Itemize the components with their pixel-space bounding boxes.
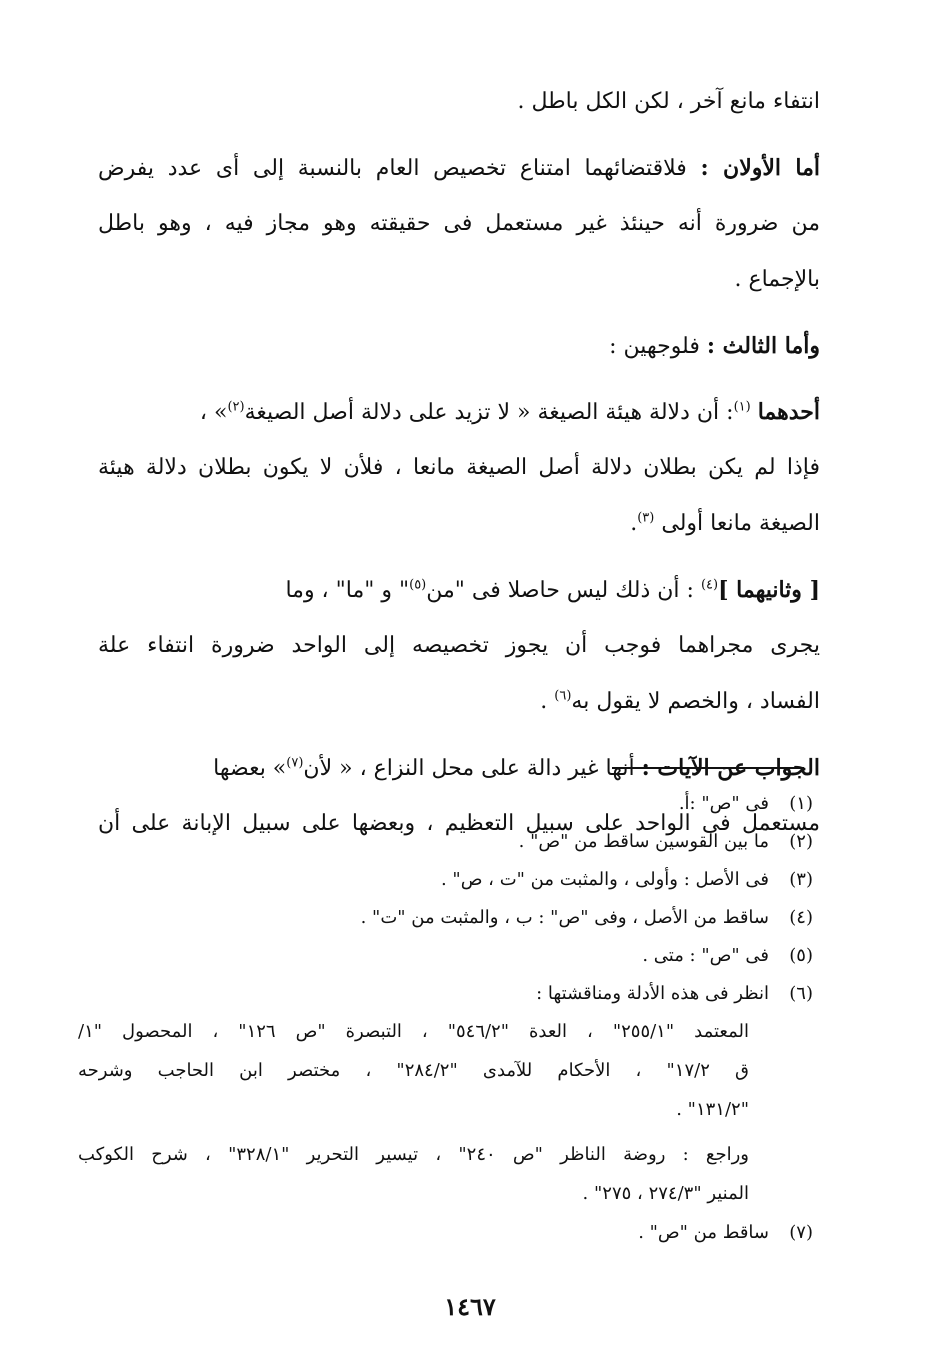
text-line: " و "ما" ، وما [285, 578, 410, 603]
footnote-ref[interactable]: (٤) [700, 577, 719, 593]
footnote-number: (٤) [789, 907, 813, 928]
paragraph-lead: الجواب عن الآيات : [641, 755, 820, 781]
text-line: . [540, 689, 548, 714]
text-line: : أن دلالة هيئة الصيغة « لا تزيد على دلالة أصل الصيغة [244, 400, 734, 425]
footnote [78, 785, 813, 823]
footnote-reference-line: المنير "٢٧٤/٣ ، ٢٧٥" . [582, 1183, 749, 1204]
footnote-number: (٧) [789, 1222, 813, 1243]
text-line: » ، [199, 400, 228, 425]
text-line: الصيغة مانعا أولى [661, 511, 820, 536]
footnote-ref[interactable]: (٥) [409, 577, 427, 593]
text-line: » بعضها [213, 756, 287, 781]
footnote [78, 1214, 813, 1252]
text-line: بالإجماع . [734, 267, 820, 292]
footnote-reference-line: ق ١٧/٢" ، الأحكام للآمدى "٢٨٤/٢" ، مختصر ابن الحاجب وشرحه [78, 1060, 749, 1081]
text-line: الفساد ، والخصم لا يقول به [571, 689, 820, 714]
footnote-text: انظر فى هذه الأدلة ومناقشتها : [536, 983, 769, 1004]
text-line: أنها غير دالة على محل النزاع ، « لأن [303, 756, 635, 781]
footnote-text: ساقط من الأصل ، وفى "ص" : ب ، والمثبت من "ت" . [360, 907, 769, 928]
text-line: من ضرورة أنه حينئذ غير مستعمل فى حقيقته وهو مجاز فيه ، وهو باطل [98, 211, 820, 236]
paragraph-lead: أما الأولان : [700, 155, 820, 181]
main-text [98, 74, 820, 852]
paragraph-first-two [98, 140, 820, 308]
footnote-number: (٥) [789, 945, 813, 966]
text-line: مستعمل فى الواحد على سبيل التعظيم ، وبعضها على سبيل الإبانة على أن [98, 811, 820, 836]
footnote-ref[interactable]: (٧) [286, 755, 304, 771]
footnote-reference-line: "١٣١/٢" . [676, 1099, 749, 1120]
page-number: ١٤٦٧ [444, 1292, 496, 1321]
footnote-text: ما بين القوسين ساقط من "ص" . [518, 831, 769, 852]
paragraph-lead: أحدهما [757, 399, 820, 425]
paragraph-third [98, 318, 820, 374]
footnote-ref[interactable]: (٢) [227, 399, 245, 415]
footnote-ref[interactable]: (٦) [554, 688, 572, 704]
text-line: فلوجهين : [609, 334, 700, 359]
paragraph-lead: وأما الثالث : [706, 333, 820, 359]
footnotes [78, 785, 813, 1252]
footnote-text: ساقط من "ص" . [638, 1222, 769, 1243]
paragraph-intro [98, 74, 820, 130]
footnote-reference-line: المعتمد "٢٥٥/١" ، العدة "٥٤٦/٢" ، التبصرة "ص ١٢٦" ، المحصول "١/ [78, 1021, 749, 1042]
footnote-number: (٦) [789, 983, 813, 1004]
footnote [78, 823, 813, 861]
footnote [78, 937, 813, 975]
footnote-text: فى "ص" :أ. [678, 793, 769, 814]
footnote-number: (٢) [789, 831, 813, 852]
footnote-reference-line: وراجع : روضة الناظر "ص ٢٤٠" ، تيسير التحرير "٣٢٨/١" ، شرح الكوكب [78, 1144, 749, 1165]
footnote-separator [612, 767, 804, 769]
footnote [78, 861, 813, 899]
footnote-text: فى الأصل : وأولى ، والمثبت من "ت ، ص" . [440, 869, 769, 890]
footnote-ref[interactable]: (٣) [637, 510, 655, 526]
footnote-ref[interactable]: (١) [733, 399, 751, 415]
text-line: فإذا لم يكن بطلان دلالة أصل الصيغة مانعا ، فلأن لا يكون بطلان دلالة هيئة [98, 455, 820, 480]
footnote-number: (١) [789, 793, 813, 814]
footnote-number: (٣) [789, 869, 813, 890]
text-line: . [630, 511, 638, 536]
footnote-text: فى "ص" : متى . [642, 945, 769, 966]
text-line: انتفاء مانع آخر ، لكن الكل باطل . [517, 89, 820, 114]
paragraph-second-reason [98, 562, 820, 730]
footnote [78, 899, 813, 937]
paragraph-first-reason [98, 384, 820, 552]
text-line: : أن ذلك ليس حاصلا فى "من [426, 578, 694, 603]
text-line: فلاقتضائهما امتناع تخصيص العام بالنسبة إلى أى عدد يفرض [98, 156, 687, 181]
paragraph-lead: [ وثانيهما ] [718, 577, 820, 603]
text-line: يجرى مجراهما فوجب أن يجوز تخصيصه إلى الواحد ضرورة انتفاء علة [98, 633, 820, 658]
footnote [78, 975, 813, 1013]
